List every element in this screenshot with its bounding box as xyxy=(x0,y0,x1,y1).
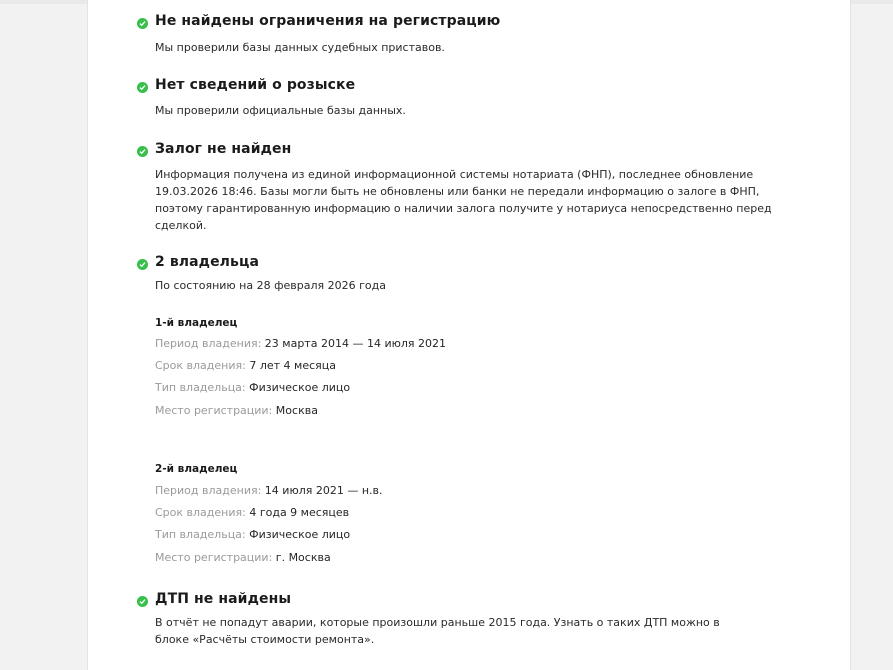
owner-2-type xyxy=(155,528,350,541)
section-text-registration: Мы проверили базы данных судебных приставов. xyxy=(155,41,445,54)
owner-2-place xyxy=(155,551,331,564)
owner-2-period xyxy=(155,484,383,497)
section-text-owners: По состоянию на 28 февраля 2026 года xyxy=(155,279,386,292)
owner-1-term-value: 7 лет 4 месяца xyxy=(249,359,336,372)
owner-2-term xyxy=(155,506,349,519)
owner-2-title: 2-й владелец xyxy=(155,463,238,475)
owner-2-term-value: 4 года 9 месяцев xyxy=(249,506,350,519)
owner-1-type-value: Физическое лицо xyxy=(249,381,351,394)
owner-2-period-value: 14 июля 2021 — н.в. xyxy=(264,484,383,497)
section-title-wanted: Нет сведений о розыске xyxy=(155,77,356,93)
owner-1-place xyxy=(155,404,318,417)
section-text-accidents: В отчёт не попадут аварии, которые произошли раньше 2015 года. Узнать о таких ДТП можно в блоке «Расчёты стоимости ремонта». xyxy=(155,616,720,646)
owner-1-period xyxy=(155,337,446,350)
report-card xyxy=(87,0,851,670)
check-icon xyxy=(137,82,148,93)
owner-1-type xyxy=(155,381,350,394)
owner-1-term-label: Срок владения: xyxy=(155,359,246,372)
check-icon xyxy=(137,18,148,29)
owner-2-type-value: Физическое лицо xyxy=(249,528,351,541)
owner-1-period-label: Период владения: xyxy=(155,337,262,350)
owner-1-place-value: Москва xyxy=(275,404,318,417)
owner-1-term xyxy=(155,359,336,372)
section-title-pledge: Залог не найден xyxy=(155,141,292,157)
owner-1-type-label: Тип владельца: xyxy=(155,381,246,394)
section-title-owners: 2 владельца xyxy=(155,254,260,270)
owner-1-place-label: Место регистрации: xyxy=(155,404,273,417)
section-title-accidents: ДТП не найдены xyxy=(155,591,292,607)
section-text-wanted: Мы проверили официальные базы данных. xyxy=(155,104,406,117)
owner-2-place-label: Место регистрации: xyxy=(155,551,273,564)
owner-2-period-label: Период владения: xyxy=(155,484,262,497)
check-icon xyxy=(137,146,148,157)
owner-1-period-value: 23 марта 2014 — 14 июля 2021 xyxy=(264,337,446,350)
owner-2-place-value: г. Москва xyxy=(275,551,331,564)
section-text-pledge: Информация получена из единой информационной системы нотариата (ФНП), последнее обновление 19.03.2026 18:46. Базы могли быть не обновлены или банки не передали информацию о залоге в ФНП, поэтому гарантированную информацию о наличии залога получите у нотариуса непосредственно перед сделкой. xyxy=(155,168,772,232)
section-title-registration: Не найдены ограничения на регистрацию xyxy=(155,13,501,29)
owner-2-type-label: Тип владельца: xyxy=(155,528,246,541)
owner-2-term-label: Срок владения: xyxy=(155,506,246,519)
check-icon xyxy=(137,596,148,607)
check-icon xyxy=(137,259,148,270)
owner-1-title: 1-й владелец xyxy=(155,317,238,329)
